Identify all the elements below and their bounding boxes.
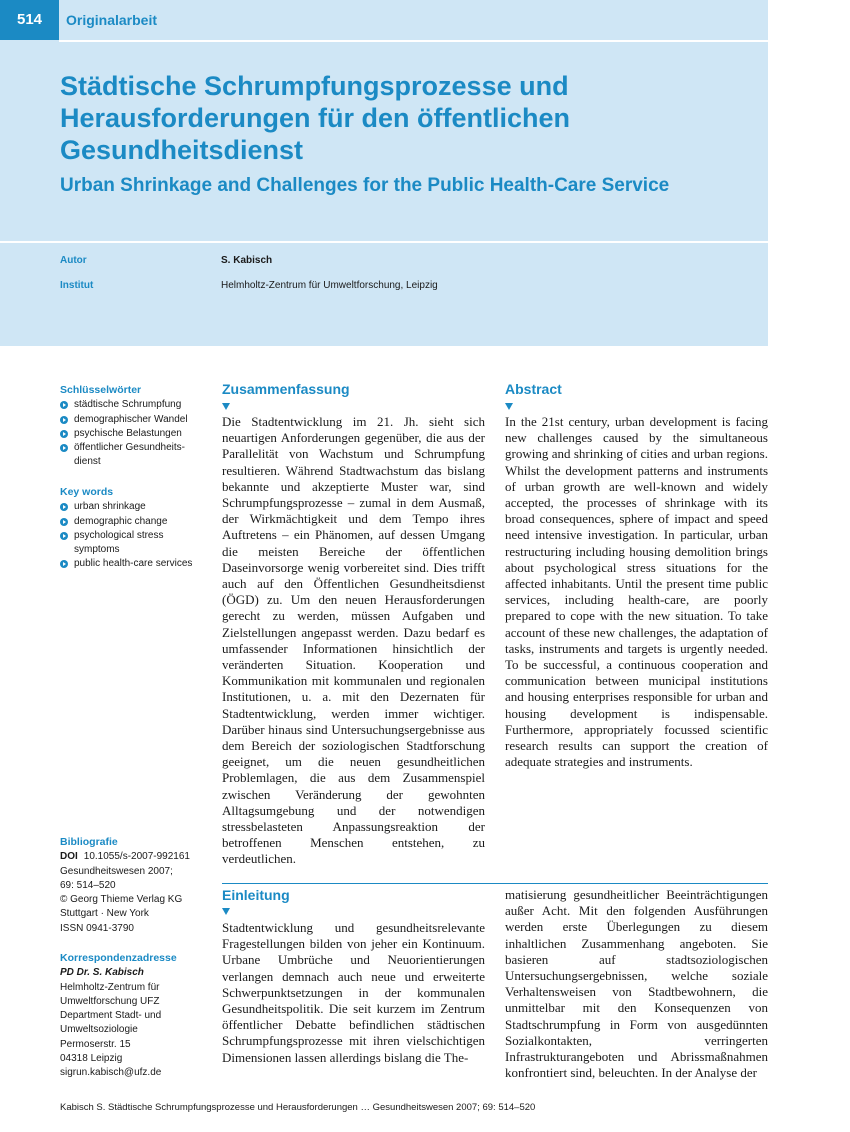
address-line: 04318 Leipzig (60, 1053, 123, 1065)
city-line: Stuttgart · New York (60, 908, 149, 920)
title-english: Urban Shrinkage and Challenges for the Public Health-Care Service (60, 175, 670, 196)
author-label: Autor (60, 255, 87, 266)
keywords-en-block (60, 485, 200, 572)
doi-line (60, 850, 200, 864)
keywords-de-heading: Schlüsselwörter (60, 384, 142, 396)
einleitung-text-left: Stadtentwicklung und gesundheitsrelevante Fragestellungen bilden von jeher ein Kontinuum. Urbane Umbrüche und Neuorientierungen verlangen demnach auch neue und erweiterte Schwerpunktsetzungen in der kommunalen Gesundheitspolitik. Die seit kurzem im Zentrum öffentlicher Debatte befindlichen städtischen Schrumpfungsprozesse mit ihren vielschichtigen Dimensionen lassen allerdings bislang die The- (222, 920, 485, 1065)
zusammenfassung-text: Die Stadtentwicklung im 21. Jh. sieht sich neuartigen Anforderungen gegenüber, die aus der Parallelität von Wachstum und Schrumpfung resultieren. Während Stadtwachstum das bislang bekannte und akzeptierte Muster war, sind Schrumpfungsprozesse – zumal in dem Ausmaß, der Wirkmächtigkeit und dem Tempo ihres Auftretens – ein Phänomen, auf dessen Umgang die meisten Bereiche der öffentlichen Daseinvorsorge wenig vorbereitet sind. Dies trifft auch auf den Öffentlichen Gesundheitsdienst (ÖGD) zu. Um den neuen Herausforderungen gerecht zu werden, müssen Aufgaben und Zielstellungen angepasst werden. Dazu bedarf es umfassender Informationen hinsichtlich der veränderten Situation. Kooperation und Kommunikation mit kommunalen und regionalen Institutionen, u. a. mit den Dezernaten für Stadtentwicklung, werden immer wichtiger. Darüber hinaus sind Untersuchungsergebnisse aus dem Bereich der soziologischen Stadtforschung geeignet, um die neuen gesundheitlichen Problemlagen, die aus dem Zusammenspiel zwischen Veränderung der gewohnten Alltagsumgebung und der notwendigen stressbelasteten Anpassungsreaktion der betroffenen Menschen entstehen, zu verdeutlichen. (222, 414, 485, 867)
keyword-item: psychische Belastungen (60, 427, 200, 441)
abstract-text: In the 21st century, urban development is facing new challenges caused by the simultaneous growing and shrinking of cities and urban regions. Whilst the development patterns and instruments of urban growth are well-known and widely accepted, the processes of shrinkage with its broad consequences, sphere of impact and speed need intensive investigation. In particular, urban restructuring including housing demolition brings about psychological stress situations for the affected inhabitants. Until the present time public services, including health-care, are poorly prepared to cope with the new situation. To take account of these new challenges, the adaptation of tasks, instruments and targets is urgently needed. To be successful, a continuous cooperation and communication between municipal institutions and housing enterprises responsible for urban and housing development is indispensable. Furthermore, appropriately focussed scientific research results can support the creation of adequate strategies and instruments. (505, 414, 768, 770)
title-german: Städtische Schrumpfungsprozesse und Herausforderungen für den öffentlichen Gesundheitsdienst (60, 71, 571, 165)
keyword-item: public health-care services (60, 557, 200, 571)
keyword-item: öffentlicher Gesundheits-dienst (60, 441, 200, 470)
bibliography-block (60, 835, 200, 936)
keyword-item: urban shrinkage (60, 500, 200, 514)
copyright-line: © Georg Thieme Verlag KG (60, 894, 183, 906)
address-line: Umweltsoziologie (60, 1024, 138, 1036)
pages-line: 69: 514–520 (60, 879, 116, 891)
author-name: S. Kabisch (221, 255, 273, 266)
address-line: Helmholtz-Zentrum für (60, 981, 160, 993)
institute-label: Institut (60, 280, 94, 291)
address-line: Permoserstr. 15 (60, 1038, 131, 1050)
keyword-item: psychological stress symptoms (60, 529, 200, 558)
address-line: Umweltforschung UFZ (60, 995, 160, 1007)
keyword-item: demographischer Wandel (60, 413, 200, 427)
keywords-de-block (60, 383, 200, 470)
triangle-marker-icon (505, 403, 513, 410)
doi-label: DOI (60, 851, 78, 863)
keywords-en-list (60, 500, 200, 571)
footer-citation: Kabisch S. Städtische Schrumpfungsprozesse und Herausforderungen … Gesundheitswesen 2007; 69: 514–520 (60, 1102, 536, 1113)
correspondence-block (60, 951, 200, 1081)
keywords-de-list (60, 398, 200, 469)
abstract-heading: Abstract (505, 381, 562, 397)
keywords-en-heading: Key words (60, 486, 114, 498)
section-rule (222, 883, 768, 884)
page-number: 514 (0, 0, 59, 40)
correspondent-name: PD Dr. S. Kabisch (60, 967, 144, 979)
top-rule (59, 40, 768, 42)
zusammenfassung-heading: Zusammenfassung (222, 381, 350, 397)
doi-value[interactable]: 10.1055/s-2007-992161 (83, 851, 190, 863)
header-divider (0, 241, 768, 243)
einleitung-text-right: matisierung gesundheitlicher Beeinträchtigungen außer Acht. Mit den folgenden Ausführungen werden erste Überlegungen zu diesem inhaltlichen Zusammenhang angeboten. Sie basieren auf stadtsoziologischen Untersuchungsergebnissen, welche soziale Verhaltensweisen von Stadtbewohnern, die unmittelbar mit den Konsequenzen von Stadtschrumpfung in Form von ausgedünnten Sozialkontakten, verringerten Infrastrukturangeboten und Abrissmaßnahmen konfrontiert sind, beleuchten. In der Analyse der (505, 887, 768, 1081)
triangle-marker-icon (222, 403, 230, 410)
keyword-item: demographic change (60, 515, 200, 529)
keyword-item: städtische Schrumpfung (60, 398, 200, 412)
institute-name: Helmholtz-Zentrum für Umweltforschung, Leipzig (221, 280, 438, 291)
header-band (0, 0, 768, 346)
section-label: Originalarbeit (66, 12, 158, 28)
triangle-marker-icon (222, 908, 230, 915)
einleitung-heading: Einleitung (222, 887, 290, 903)
address-line: Department Stadt- und (60, 1010, 162, 1022)
correspondence-heading: Korrespondenzadresse (60, 952, 177, 964)
journal-line: Gesundheitswesen 2007; (60, 865, 173, 877)
bibliography-heading: Bibliografie (60, 836, 118, 848)
issn-line: ISSN 0941-3790 (60, 922, 134, 934)
email-link[interactable]: sigrun.kabisch@ufz.de (60, 1067, 162, 1079)
